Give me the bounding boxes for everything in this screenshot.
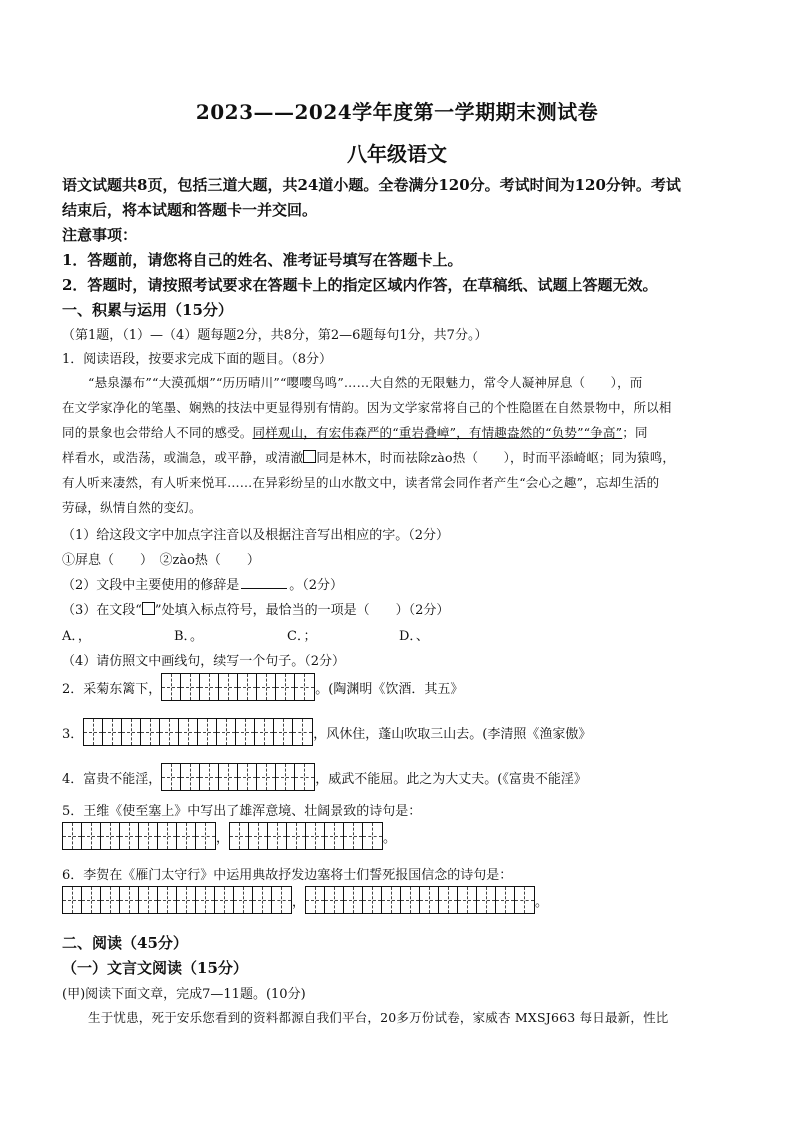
grid-cell[interactable]	[217, 719, 236, 745]
q1-passage-line-4	[62, 448, 738, 466]
grid-cell[interactable]	[219, 674, 238, 700]
option-d[interactable]: D．、	[399, 629, 429, 644]
grid-cell[interactable]	[120, 887, 139, 913]
note-2: 2．答题时，请按照考试要求在答题卡上的指定区域内作答，在草稿纸、试题上答题无效。	[62, 276, 658, 294]
separator: ，	[292, 894, 306, 910]
q1-stem: 1．阅读语段，按要求完成下面的题目。（8分）	[62, 352, 333, 367]
grid-cell[interactable]	[249, 823, 268, 849]
grid-cell[interactable]	[219, 764, 238, 790]
end-mark: 。	[535, 894, 549, 910]
grid-cell[interactable]	[515, 887, 534, 913]
grid-cell[interactable]	[177, 823, 196, 849]
grid-cell[interactable]	[257, 674, 276, 700]
grid-cell[interactable]	[238, 764, 257, 790]
grid-cell[interactable]	[160, 719, 179, 745]
q1-passage-line-5: 有人听来凄然，有人听来悦耳……在异彩纷呈的山水散文中，读者常会同作者产生“会心之趣”，忘却生活的	[62, 475, 660, 490]
grid-cell[interactable]	[234, 887, 253, 913]
question-text: ”处填入标点符号，最恰当的一项是（ ）（2分）	[154, 603, 450, 618]
grid-cell[interactable]	[179, 719, 198, 745]
notes-heading: 注意事项：	[62, 226, 138, 244]
grid-cell[interactable]	[325, 887, 344, 913]
grid-cell[interactable]	[236, 719, 255, 745]
grid-cell[interactable]	[458, 887, 477, 913]
grid-cell[interactable]	[162, 674, 181, 700]
grid-cell[interactable]	[63, 823, 82, 849]
page-title: 2023——2024学年度第一学期期末测试卷	[195, 100, 599, 124]
grid-cell[interactable]	[253, 887, 272, 913]
passage-text: ；同	[622, 425, 648, 440]
grid-cell[interactable]	[103, 719, 122, 745]
intro-line-1: 语文试题共8页，包括三道大题，共24道小题。全卷满分120分。考试时间为120分钟。考试	[62, 176, 681, 194]
section1-heading: 一、积累与运用（15分）	[62, 301, 233, 319]
grid-cell[interactable]	[272, 887, 291, 913]
q6-row	[62, 886, 548, 914]
grid-cell[interactable]	[287, 823, 306, 849]
question-text: 。（2分）	[289, 578, 344, 593]
option-a[interactable]: A．，	[62, 629, 91, 644]
grid-cell[interactable]	[84, 719, 103, 745]
grid-cell[interactable]	[198, 719, 217, 745]
question-text: 4．富贵不能淫，	[62, 771, 162, 787]
intro-line-2: 结束后，将本试题和答题卡一并交回。	[62, 201, 318, 219]
question-text: ，风休住，蓬山吹取三山去。(李清照《渔家傲》	[313, 726, 592, 742]
q1-passage-line-2: 在文学家净化的笔墨、娴熟的技法中更显得别有情韵。因为文学家常将自己的个性隐匿在自然景物中，所以相	[62, 400, 672, 415]
grid-cell[interactable]	[439, 887, 458, 913]
q2-row	[62, 673, 463, 701]
punctuation-box	[142, 602, 155, 615]
grid-cell[interactable]	[120, 823, 139, 849]
grid-cell[interactable]	[82, 823, 101, 849]
answer-grid[interactable]	[161, 763, 315, 791]
grid-cell[interactable]	[401, 887, 420, 913]
grid-cell[interactable]	[139, 823, 158, 849]
q1-sub1-items: ①屏息（ ） ②zào热（ ）	[62, 553, 260, 568]
grid-cell[interactable]	[82, 887, 101, 913]
answer-grid[interactable]	[62, 822, 216, 850]
section2-heading: 二、阅读（45分）	[62, 934, 188, 952]
grid-cell[interactable]	[141, 719, 160, 745]
grid-cell[interactable]	[295, 674, 314, 700]
grid-cell[interactable]	[200, 764, 219, 790]
grid-cell[interactable]	[158, 887, 177, 913]
q1-sub4: （4）请仿照文中画线句，续写一个句子。（2分）	[62, 654, 346, 669]
q3-row	[62, 718, 591, 746]
grid-cell[interactable]	[196, 887, 215, 913]
grid-cell[interactable]	[162, 764, 181, 790]
grid-cell[interactable]	[196, 823, 215, 849]
grid-cell[interactable]	[344, 823, 363, 849]
grid-cell[interactable]	[382, 887, 401, 913]
grid-cell[interactable]	[477, 887, 496, 913]
grid-cell[interactable]	[139, 887, 158, 913]
question-text: 2．采菊东篱下，	[62, 681, 162, 697]
q6-stem: 6．李贺在《雁门太守行》中运用典故抒发边塞将士们誓死报国信念的诗句是：	[62, 868, 513, 883]
grid-cell[interactable]	[268, 823, 287, 849]
answer-blank[interactable]	[241, 576, 287, 589]
grid-cell[interactable]	[230, 823, 249, 849]
q4-row	[62, 763, 587, 791]
grid-cell[interactable]	[295, 764, 314, 790]
grid-cell[interactable]	[215, 887, 234, 913]
answer-grid[interactable]	[305, 886, 535, 914]
grid-cell[interactable]	[325, 823, 344, 849]
question-text: ，威武不能屈。此之为大丈夫。(《富贵不能淫》	[315, 771, 587, 787]
grid-cell[interactable]	[238, 674, 257, 700]
grid-cell[interactable]	[293, 719, 312, 745]
option-b[interactable]: B．。	[174, 629, 204, 644]
grid-cell[interactable]	[200, 674, 219, 700]
grid-cell[interactable]	[181, 674, 200, 700]
q1-sub1: （1）给这段文字中加点字注音以及根据注音写出相应的字。（2分）	[62, 528, 450, 543]
grid-cell[interactable]	[496, 887, 515, 913]
grid-cell[interactable]	[63, 887, 82, 913]
grid-cell[interactable]	[181, 764, 200, 790]
grid-cell[interactable]	[420, 887, 439, 913]
answer-grid[interactable]	[83, 718, 313, 746]
answer-grid[interactable]	[161, 673, 315, 701]
grid-cell[interactable]	[276, 674, 295, 700]
grid-cell[interactable]	[344, 887, 363, 913]
grid-cell[interactable]	[177, 887, 196, 913]
question-text: （2）文段中主要使用的修辞是	[62, 578, 240, 593]
separator: ，	[216, 830, 230, 846]
q1-passage-line-1: “悬泉瀑布”“大漠孤烟”“历历晴川”“嘤嘤鸟鸣”……大自然的无限魅力，常令人凝神屏息（ ），而	[88, 375, 643, 390]
grid-cell[interactable]	[101, 823, 120, 849]
grid-cell[interactable]	[363, 823, 382, 849]
grid-cell[interactable]	[306, 823, 325, 849]
passage-text: 同是林木，时而祛除zào热（ ），时而平添崎岖；同为猿鸣，	[316, 450, 676, 465]
grid-cell[interactable]	[276, 764, 295, 790]
q1-sub2	[62, 574, 738, 593]
section2-subheading: （一）文言文阅读（15分）	[62, 959, 248, 977]
grid-cell[interactable]	[101, 887, 120, 913]
question-text: （3）在文段“	[62, 603, 142, 618]
grid-cell[interactable]	[363, 887, 382, 913]
note-1: 1．答题前，请您将自己的姓名、准考证号填写在答题卡上。	[62, 251, 463, 269]
grid-cell[interactable]	[257, 764, 276, 790]
question-text: 3．	[62, 726, 84, 742]
grid-cell[interactable]	[122, 719, 141, 745]
option-c[interactable]: C．；	[287, 629, 317, 644]
grid-cell[interactable]	[158, 823, 177, 849]
underlined-sentence: 同样观山，有宏伟森严的“重岩叠嶂”，有情趣盎然的“负势”“争高”	[252, 425, 623, 440]
grid-cell[interactable]	[255, 719, 274, 745]
page-subtitle: 八年级语文	[347, 142, 447, 166]
grid-cell[interactable]	[306, 887, 325, 913]
answer-grid[interactable]	[229, 822, 383, 850]
q1-passage-line-3	[62, 423, 738, 441]
q5-row	[62, 822, 396, 850]
part-a-instruction: (甲)阅读下面文章，完成7—11题。(10分)	[62, 987, 306, 1002]
question-text: 。(陶渊明《饮酒．其五》	[315, 681, 464, 697]
q1-sub3	[62, 599, 738, 618]
punctuation-box	[303, 450, 316, 463]
grid-cell[interactable]	[274, 719, 293, 745]
passage-text: 样看水，或浩荡，或湍急，或平静，或清澈	[62, 450, 304, 465]
answer-grid[interactable]	[62, 886, 292, 914]
passage-text: 同的景象也会带给人不同的感受。	[62, 425, 253, 440]
passage-first-line: 生于忧患，死于安乐您看到的资料都源自我们平台，20多万份试卷，家威杏 MXSJ663 每日最新，性比	[88, 1010, 669, 1025]
q5-stem: 5．王维《使至塞上》中写出了雄浑意境、壮阔景致的诗句是：	[62, 804, 422, 819]
q1-passage-line-6: 劳碌，纵情自然的变幻。	[62, 500, 202, 515]
section1-scoring: （第1题，（1）—（4）题每题2分，共8分，第2—6题每句1分，共7分。）	[62, 328, 488, 343]
end-mark: 。	[383, 830, 397, 846]
